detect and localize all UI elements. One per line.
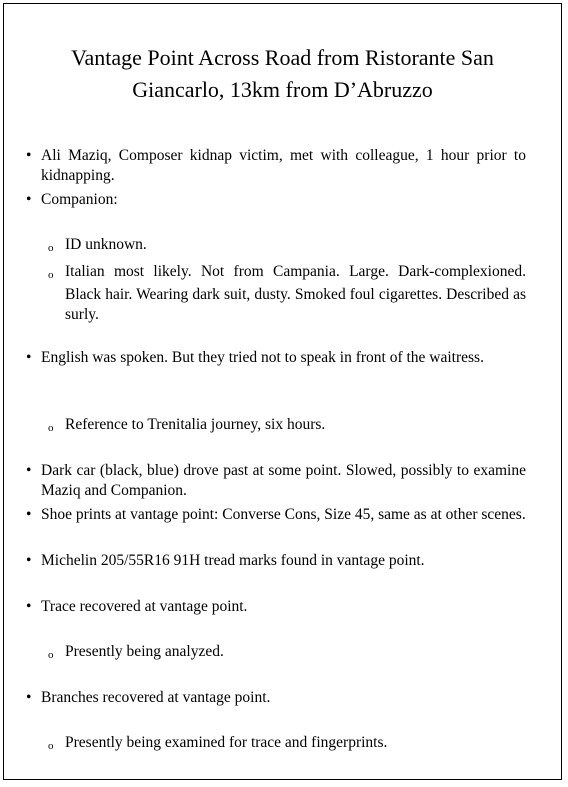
list-item [26,348,526,368]
item-text: Italian most likely. Not from Campania. Large. Dark-complexioned. Black hair. Wearing dark suit, dusty. Smoked foul cigarettes. Described as surly. [65,263,526,323]
sub-list-item [48,415,526,438]
item-text: Companion: [41,191,118,208]
item-text: Shoe prints at vantage point: Converse Cons, Size 45, same as at other scenes. [41,506,526,523]
circle-bullet-icon: o [48,740,54,752]
sub-list-item [48,642,526,665]
bullet-icon: • [26,349,32,366]
list-item [26,597,526,617]
item-text: English was spoken. But they tried not to speak in front of the waitress. [41,349,484,366]
item-text: Trace recovered at vantage point. [41,598,248,615]
sub-list-item [48,733,526,756]
circle-bullet-icon: o [48,269,54,281]
item-text: Reference to Trenitalia journey, six hours. [65,416,326,433]
item-text: Ali Maziq, Composer kidnap victim, met with colleague, 1 hour prior to kidnapping. [41,147,526,184]
page-title: Vantage Point Across Road from Ristorante San Giancarlo, 13km from D’Abruzzo [71,45,494,102]
item-text: Presently being analyzed. [65,643,224,660]
bullet-icon: • [26,689,32,706]
bullet-icon: • [26,462,32,479]
list-item [26,688,526,708]
list-item [26,461,526,501]
item-text: Presently being examined for trace and fingerprints. [65,734,388,751]
item-text: Michelin 205/55R16 91H tread marks found in vantage point. [41,552,425,569]
circle-bullet-icon: o [48,242,54,254]
bullet-icon: • [26,506,32,523]
list-item [26,505,526,525]
sub-list-item [48,262,526,325]
sub-list-item [48,235,526,258]
bullet-icon: • [26,598,32,615]
list-item [26,190,526,210]
document-page [3,3,562,780]
bullet-icon: • [26,147,32,164]
circle-bullet-icon: o [48,649,54,661]
bullet-icon: • [26,191,32,208]
list-item [26,146,526,186]
item-text: Dark car (black, blue) drove past at some point. Slowed, possibly to examine Maziq and Companion. [41,462,526,499]
list-item [26,551,526,571]
item-text: ID unknown. [65,236,147,253]
circle-bullet-icon: o [48,422,54,434]
item-text: Branches recovered at vantage point. [41,689,271,706]
bullet-icon: • [26,552,32,569]
